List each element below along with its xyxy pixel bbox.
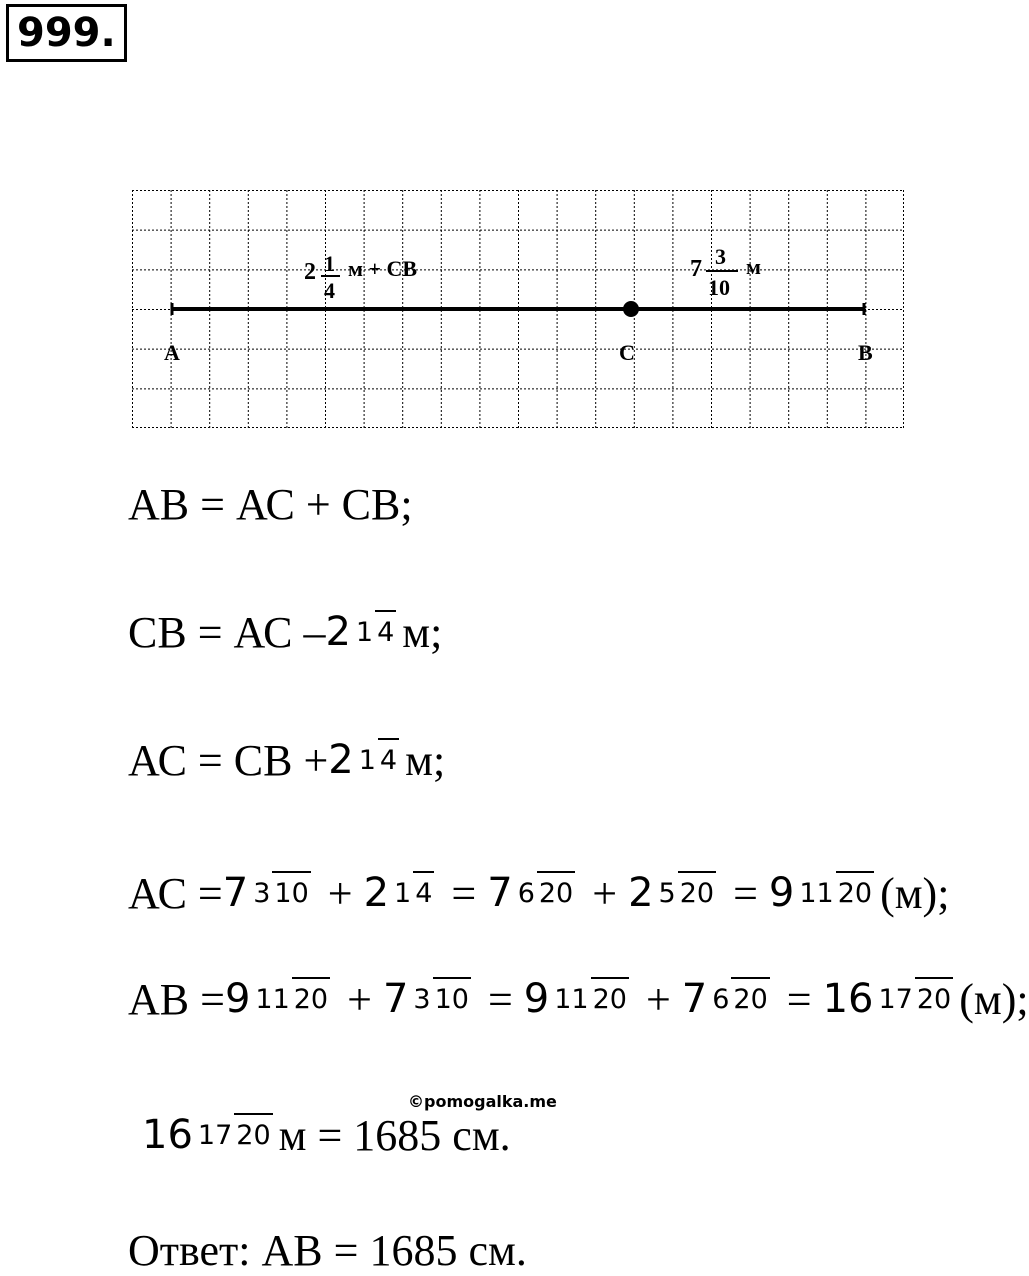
- mixed-whole: 7: [681, 976, 708, 1022]
- grid-diagram: [132, 190, 904, 428]
- fraction: [877, 983, 954, 1015]
- operator: =: [775, 974, 823, 1024]
- fraction: [657, 877, 717, 909]
- numerator: 6: [712, 983, 730, 1015]
- equation-prefix: АВ =: [128, 974, 225, 1024]
- operator: +: [634, 974, 682, 1024]
- operator: =: [440, 868, 488, 918]
- watermark: ©pomogalka.me: [408, 1092, 557, 1111]
- numerator: 17: [197, 1119, 233, 1151]
- fraction: [552, 983, 629, 1015]
- fraction: [516, 877, 576, 909]
- cb-denominator: 10: [708, 275, 730, 300]
- operator: =: [476, 974, 524, 1024]
- numerator: 11: [255, 983, 290, 1015]
- numerator: 1: [355, 616, 374, 648]
- denominator: 20: [915, 977, 953, 1015]
- fraction: [354, 616, 396, 648]
- mixed-whole: 9: [768, 870, 795, 916]
- label-a: A: [164, 340, 180, 365]
- cb-unit: м: [746, 254, 761, 279]
- denominator: 20: [292, 977, 330, 1015]
- ac-denominator: 4: [324, 278, 335, 303]
- answer-text: Ответ: АВ = 1685 см.: [128, 1225, 527, 1275]
- denominator: 4: [413, 871, 434, 909]
- denominator: 20: [234, 1113, 272, 1151]
- denominator: 20: [731, 977, 769, 1015]
- numerator: 17: [878, 983, 913, 1015]
- equation-prefix: АС =: [128, 868, 223, 918]
- denominator: 20: [678, 871, 716, 909]
- equation-text: АВ = АС + СВ;: [128, 479, 413, 529]
- numerator: 6: [517, 877, 535, 909]
- denominator: 20: [591, 977, 629, 1015]
- label-c: C: [619, 340, 635, 365]
- denominator: 4: [378, 738, 399, 776]
- operator: +: [316, 868, 364, 918]
- answer-line: [128, 1224, 527, 1276]
- equation-suffix: (м);: [880, 868, 950, 918]
- numerator: 11: [799, 877, 834, 909]
- equation-line-2: [128, 592, 442, 672]
- label-b: B: [858, 340, 873, 365]
- mixed-whole: 7: [222, 870, 249, 916]
- operator: +: [336, 974, 383, 1024]
- equation-prefix: АС = СВ +: [128, 735, 329, 785]
- numerator: 1: [358, 744, 376, 776]
- fraction: [251, 877, 311, 909]
- denominator: 10: [433, 977, 471, 1015]
- equation-line-6: [142, 1092, 511, 1178]
- mixed-whole: 16: [142, 1112, 193, 1158]
- fraction: [797, 877, 874, 909]
- numerator: 1: [394, 877, 412, 909]
- fraction: [357, 744, 399, 776]
- mixed-whole: 16: [822, 976, 874, 1022]
- equation-suffix: м;: [405, 735, 446, 785]
- mixed-whole: 2: [628, 870, 654, 916]
- equation-prefix: СВ = АС –: [128, 607, 326, 657]
- numerator: 5: [658, 877, 676, 909]
- equation-suffix: м;: [402, 607, 443, 657]
- segment-figure: [132, 190, 904, 428]
- mixed-whole: 2: [328, 737, 354, 783]
- ac-numerator: 1: [324, 251, 335, 276]
- cb-numerator: 3: [715, 244, 726, 269]
- mixed-whole: 7: [382, 976, 409, 1022]
- denominator: 4: [375, 610, 396, 648]
- fraction: [710, 983, 770, 1015]
- fraction: [411, 983, 471, 1015]
- fraction: [392, 877, 434, 909]
- equation-line-4: [128, 850, 949, 936]
- operator: +: [581, 868, 629, 918]
- numerator: 3: [413, 983, 431, 1015]
- equation-suffix: (м);: [959, 974, 1029, 1024]
- equation-suffix: м = 1685 см.: [278, 1110, 511, 1160]
- mixed-whole: 7: [487, 870, 513, 916]
- cb-whole: 7: [690, 256, 702, 282]
- ac-length-label: [304, 251, 417, 303]
- point-c-dot: [623, 301, 639, 317]
- denominator: 20: [836, 871, 874, 909]
- denominator: 10: [272, 871, 310, 909]
- equation-line-5: [128, 956, 1029, 1042]
- equation-line-3: [128, 720, 445, 800]
- numerator: 3: [253, 877, 271, 909]
- mixed-whole: 2: [363, 870, 390, 916]
- equation-line-1: [128, 478, 413, 530]
- fraction: [253, 983, 330, 1015]
- mixed-whole: 9: [523, 976, 550, 1022]
- problem-number: 999.: [6, 4, 127, 62]
- ac-whole: 2: [304, 259, 316, 285]
- fraction: [196, 1119, 273, 1151]
- ac-rest: м + СВ: [348, 256, 418, 281]
- numerator: 11: [554, 983, 589, 1015]
- mixed-whole: 2: [325, 609, 351, 655]
- operator: =: [722, 868, 769, 918]
- denominator: 20: [537, 871, 575, 909]
- mixed-whole: 9: [224, 976, 251, 1022]
